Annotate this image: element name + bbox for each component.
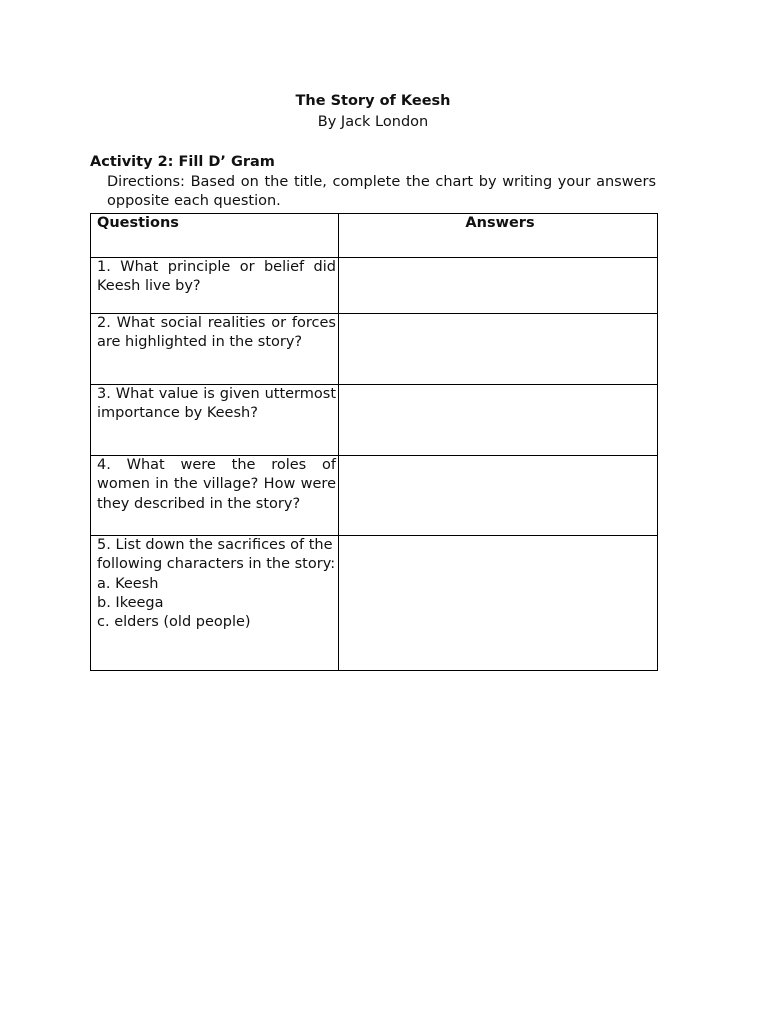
question-cell: 2. What social realities or forces are highlighted in the story? [91,314,339,385]
table-row [91,314,658,385]
question-cell: 4. What were the roles of women in the village? How were they described in the story? [91,456,339,536]
activity-directions: Directions: Based on the title, complete the chart by writing your answers opposite each question. [107,174,656,209]
fill-d-gram-chart [90,213,658,671]
answer-cell[interactable] [339,314,658,385]
document-title: The Story of Keesh [295,93,451,109]
question-cell [91,536,339,671]
table-row [91,258,658,314]
activity-heading: Activity 2: Fill D’ Gram [90,154,275,170]
question-line: a. Keesh [97,575,159,592]
answers-column-header: Answers [339,214,658,258]
table-row [91,536,658,671]
answer-cell[interactable] [339,456,658,536]
question-line: b. Ikeega [97,594,164,611]
question-line: 5. List down the sacrifices of the [97,537,333,553]
question-line: c. elders (old people) [97,614,251,631]
answer-cell[interactable] [339,258,658,314]
question-cell: 3. What value is given uttermost importance by Keesh? [91,385,339,456]
questions-column-header: Questions [91,214,339,258]
question-line: following characters in the story: [97,556,336,573]
table-header-row [91,214,658,258]
question-cell: 1. What principle or belief did Keesh live by? [91,258,339,314]
answer-cell[interactable] [339,385,658,456]
table-row [91,385,658,456]
document-author: By Jack London [317,114,429,130]
table-row [91,456,658,536]
answer-cell[interactable] [339,536,658,671]
